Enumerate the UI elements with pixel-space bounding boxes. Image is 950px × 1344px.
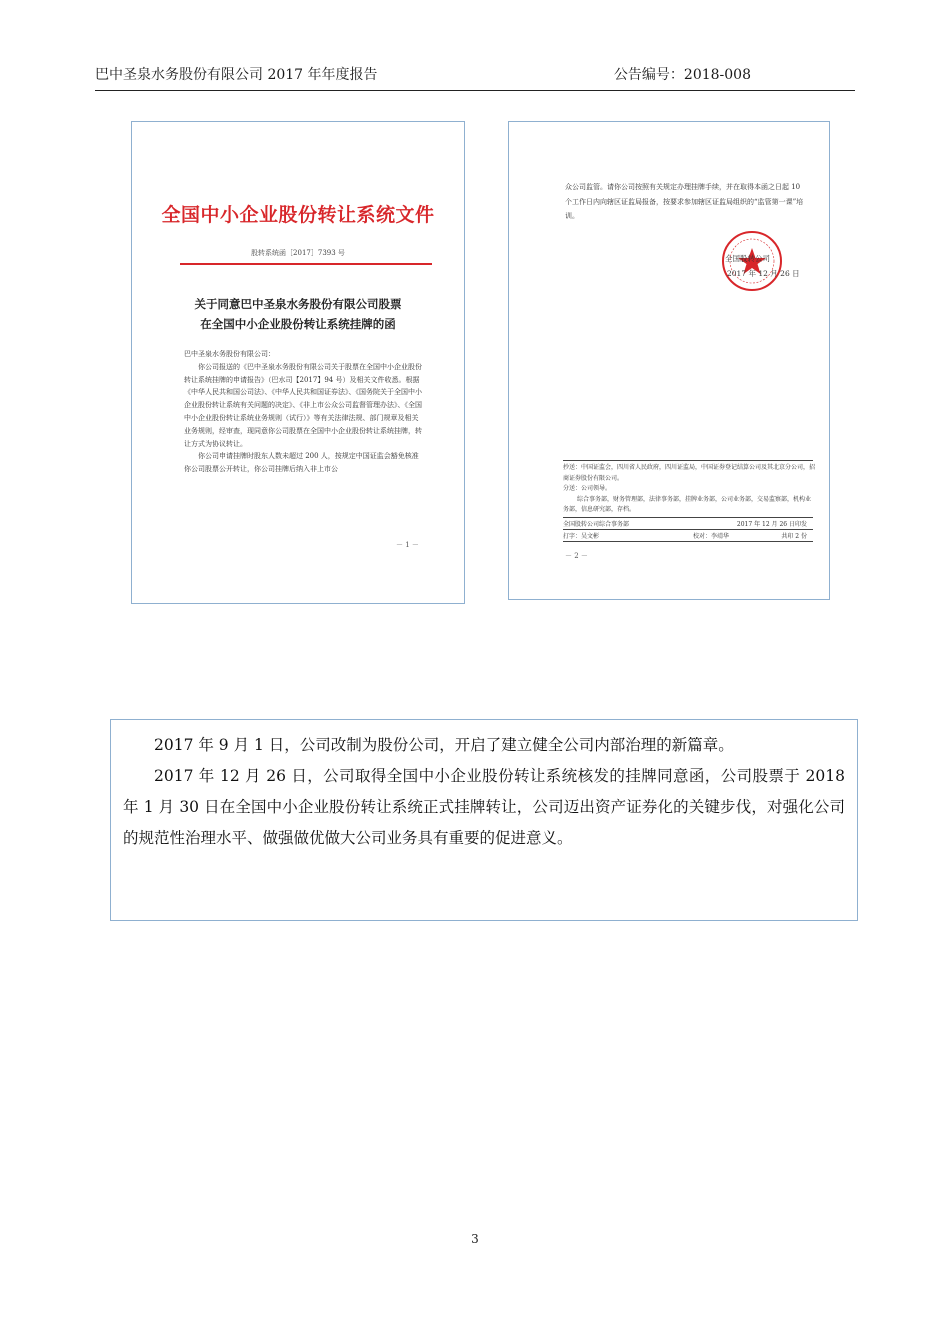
red-heading: 全国中小企业股份转让系统文件 xyxy=(161,204,435,226)
salutation: 巴中圣泉水务股份有限公司： xyxy=(184,350,275,358)
divider xyxy=(563,529,813,530)
divider xyxy=(563,541,813,542)
scan-page-number: － 2 － xyxy=(565,552,588,560)
sign-date: 2017 年 12 月 26 日 xyxy=(727,269,800,278)
continuation-paragraph: 众公司监管。请你公司按照有关规定办理挂牌手续，并在取得本函之日起 10 个工作日内向辖区证监局报备，按要求参加辖区证监局组织的“监管第一课”培训。 xyxy=(565,183,804,220)
letter-paragraph-2: 你公司申请挂牌时股东人数未超过 200 人，按规定中国证监会豁免核准你公司股票公开转让，你公司挂牌后纳入非上市公 xyxy=(184,452,419,474)
document-number: 股转系统函［2017］7393 号 xyxy=(251,249,345,257)
dist-detail: 综合事务部，财务管理部，法律事务部，挂牌业务部，公司业务部，交易监察部，机构业务部，信息研究部，存档。 xyxy=(563,495,812,513)
letter-body xyxy=(184,348,424,476)
announcement-number: 公告编号：2018-008 xyxy=(613,67,751,83)
copies: 共印 2 份 xyxy=(781,533,807,540)
page-number: 3 xyxy=(471,1232,479,1246)
scan-page-number: － 1 － xyxy=(396,541,419,549)
typist: 打字：吴文彬 xyxy=(563,533,600,540)
divider xyxy=(563,460,813,461)
page-header xyxy=(95,64,855,91)
history-paragraph-1: 2017 年 9 月 1 日，公司改制为股份公司，开启了建立健全公司内部治理的新篇章。 xyxy=(154,736,734,754)
letter-subject-line-2: 在全国中小企业股份转让系统挂牌的函 xyxy=(200,317,396,331)
letter-paragraph-1: 你公司报送的《巴中圣泉水务股份有限公司关于股票在全国中小企业股份转让系统挂牌的申请报告》（巴水司【2017】94 号）及相关文件收悉。根据《中华人民共和国公司法》、《中华人民共和国证券法》、《国务院关于全国中小企业股份转让系统有关问题的决定》、《非上市公众公司监督管理办法》、《全国中小企业股份转让系统业务规则（试行）》等有关法律法规、部门规章及相关业务规则，经审查，现同意你公司股票在全国中小企业股份转让系统挂牌，转让方式为协议转让。 xyxy=(184,362,422,448)
red-divider xyxy=(180,263,432,265)
history-paragraph-2: 2017 年 12 月 26 日，公司取得全国中小企业股份转让系统核发的挂牌同意函，公司股票于 2018 年 1 月 30 日在全国中小企业股份转让系统正式挂牌转让，公司迈出资产证券化的关键步伐，对强化公司的规范性治理水平、做强做优做大公司业务具有重要的促进意义。 xyxy=(123,767,845,847)
proofreader: 校对：李靖华 xyxy=(693,533,730,540)
approval-letter-page-1 xyxy=(131,121,465,604)
issue-date: 2017 年 12 月 26 日印发 xyxy=(736,521,807,528)
dist-label: 分送：公司领导。 xyxy=(563,485,612,492)
signer: 全国股转公司 xyxy=(725,254,770,263)
letter-subject-line-1: 关于同意巴中圣泉水务股份有限公司股票 xyxy=(194,297,402,311)
divider xyxy=(563,517,813,518)
distribution-list xyxy=(563,463,815,516)
cc-list: 抄送：中国证监会，四川省人民政府，四川证监局，中国证券登记结算公司及其北京分公司，招商证券股份有限公司。 xyxy=(563,464,816,482)
letter-continuation xyxy=(565,180,805,224)
issuer: 全国股转公司综合事务部 xyxy=(563,521,630,528)
report-title: 巴中圣泉水务股份有限公司 2017 年年度报告 xyxy=(95,67,378,83)
history-textbox xyxy=(110,719,858,921)
approval-letter-page-2 xyxy=(508,121,830,600)
